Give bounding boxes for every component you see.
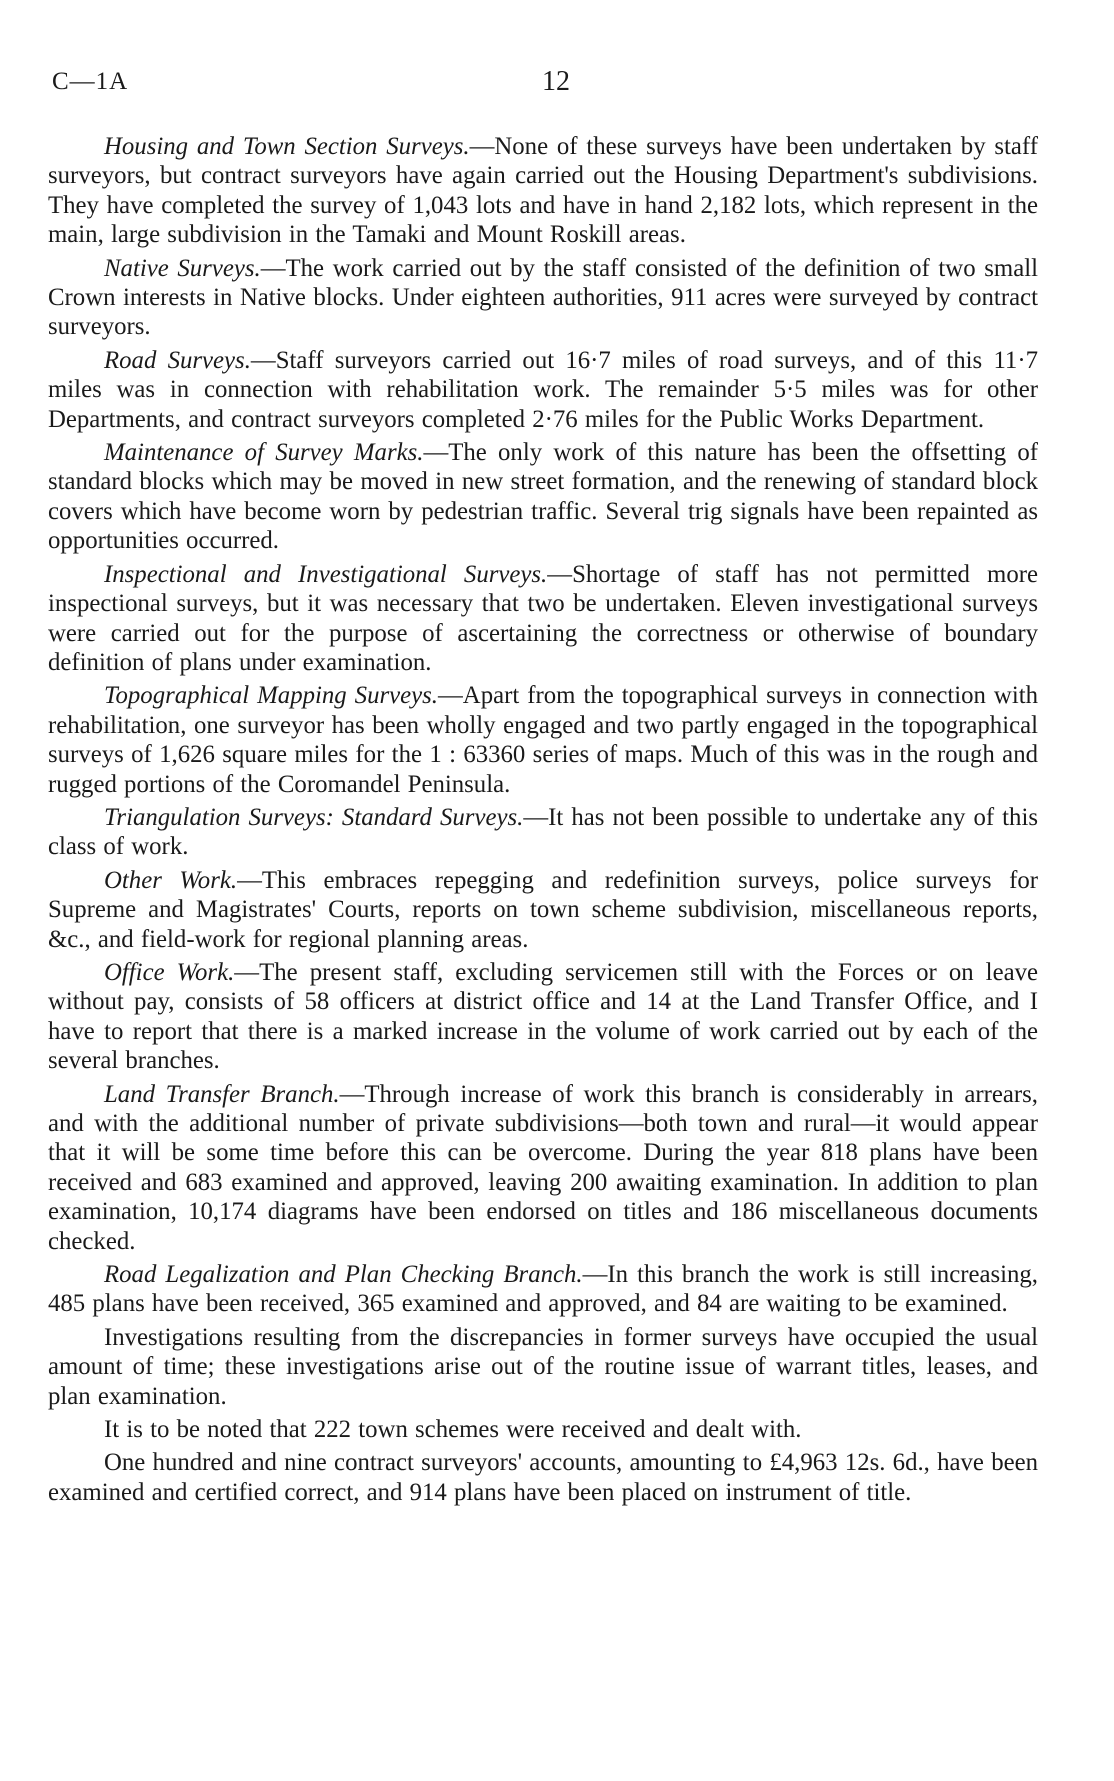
paragraph-topographical-surveys bbox=[48, 681, 1038, 799]
paragraph-heading: Road Surveys. bbox=[104, 346, 251, 374]
paragraph-text: It is to be noted that 222 town schemes were received and dealt with. bbox=[104, 1416, 802, 1444]
paragraph-text: —The present staff, excluding servicemen still with the Forces or on leave without pay, consists of 58 officers at district office and 14 at the Land Transfer Office, and I have to report that there is a marked increase in the volume of work carried out by each of the several branches. bbox=[48, 958, 1038, 1075]
paragraph-text: —It has not been possible to undertake any of this class of work. bbox=[48, 803, 1038, 861]
paragraph-survey-marks bbox=[48, 438, 1038, 556]
paragraph-native-surveys bbox=[48, 254, 1038, 342]
paragraph-heading: Housing and Town Section Surveys. bbox=[104, 133, 470, 160]
paragraph-text: —This embraces repegging and redefinition surveys, police surveys for Supreme and Magistrates' Courts, reports on town scheme subdivision, miscellaneous reports, &c., and field-work for regional planning areas. bbox=[48, 866, 1038, 953]
paragraph-road-legalization bbox=[48, 1260, 1038, 1319]
paragraph-town-schemes bbox=[48, 1415, 1038, 1444]
paragraph-text: —Staff surveyors carried out 16·7 miles of road surveys, and of this 11·7 miles was in connection with rehabilitation work. The remainder 5·5 miles was for other Departments, and contract surveyors completed 2·76 miles for the Public Works Department. bbox=[48, 346, 1038, 433]
paragraph-housing-surveys bbox=[48, 132, 1038, 250]
paragraph-heading: Triangulation Surveys: Standard Surveys. bbox=[104, 803, 524, 831]
paragraph-text: —The only work of this nature has been the offsetting of standard blocks which may be moved in new street formation, and the renewing of standard block covers which have become worn by pedestrian traffic. Several trig signals have been repainted as opportunities occurred. bbox=[48, 439, 1038, 555]
paragraph-heading: Road Legalization and Plan Checking Branch. bbox=[104, 1261, 583, 1289]
document-page bbox=[48, 58, 1038, 1511]
paragraph-heading: Office Work. bbox=[104, 958, 235, 986]
paragraph-contract-accounts bbox=[48, 1448, 1038, 1507]
paragraph-other-work bbox=[48, 866, 1038, 954]
paragraph-text: Investigations resulting from the discrepancies in former surveys have occupied the usual amount of time; these investigations arise out of the routine issue of warrant titles, leases, and plan examination. bbox=[48, 1323, 1038, 1410]
paragraph-text: One hundred and nine contract surveyors' accounts, amounting to £4,963 12s. 6d., have been examined and certified correct, and 914 plans have been placed on instrument of title. bbox=[48, 1449, 1038, 1506]
paragraph-heading: Other Work. bbox=[104, 866, 238, 894]
paragraph-text: —The work carried out by the staff consisted of the definition of two small Crown interests in Native blocks. Under eighteen authorities, 911 acres were surveyed by contract surveyors. bbox=[48, 254, 1038, 341]
paragraph-inspectional-surveys bbox=[48, 560, 1038, 678]
paragraph-heading: Land Transfer Branch. bbox=[104, 1080, 340, 1108]
paragraph-heading: Maintenance of Survey Marks. bbox=[104, 439, 424, 467]
paragraph-text: —Shortage of staff has not permitted more inspectional surveys, but it was necessary that two be undertaken. Eleven investigational surveys were carried out for the purpose of ascertaining the correctness or otherwise of boundary definition of plans under examination. bbox=[48, 560, 1038, 676]
paragraph-investigations bbox=[48, 1323, 1038, 1411]
paragraph-text: —Apart from the topographical surveys in connection with rehabilitation, one surveyor has been wholly engaged and two partly engaged in the topographical surveys of 1,626 square miles for the 1 : 63360 series of maps. Much of this was in the rough and rugged portions of the Coromandel Peninsula. bbox=[48, 682, 1039, 798]
paragraph-heading: Native Surveys. bbox=[104, 254, 261, 282]
body-text bbox=[48, 132, 1038, 1507]
paragraph-heading: Topographical Mapping Surveys. bbox=[104, 682, 438, 710]
page-number: 12 bbox=[542, 66, 570, 97]
document-reference: C—1A bbox=[52, 68, 129, 95]
paragraph-text: —Through increase of work this branch is considerably in arrears, and with the additional number of private subdivisions—both town and rural—it would appear that it will be some time before this can be overcome. During the year 818 plans have been received and 683 examined and approved, leaving 200 awaiting examination. In addition to plan examination, 10,174 diagrams have been endorsed on titles and 186 miscellaneous documents checked. bbox=[48, 1080, 1038, 1255]
page-header bbox=[48, 58, 1038, 104]
paragraph-land-transfer bbox=[48, 1080, 1038, 1256]
paragraph-text: —None of these surveys have been undertaken by staff surveyors, but contract surveyors have again carried out the Housing Department's subdivisions. They have completed the survey of 1,043 lots and have in hand 2,182 lots, which represent in the main, large subdivision in the Tamaki and Mount Roskill areas. bbox=[48, 133, 1038, 249]
paragraph-text: —In this branch the work is still increasing, 485 plans have been received, 365 examined and approved, and 84 are waiting to be examined. bbox=[48, 1261, 1039, 1318]
paragraph-heading: Inspectional and Investigational Surveys. bbox=[104, 560, 548, 588]
paragraph-office-work bbox=[48, 958, 1038, 1076]
paragraph-road-surveys bbox=[48, 346, 1038, 434]
paragraph-triangulation-surveys bbox=[48, 803, 1038, 862]
